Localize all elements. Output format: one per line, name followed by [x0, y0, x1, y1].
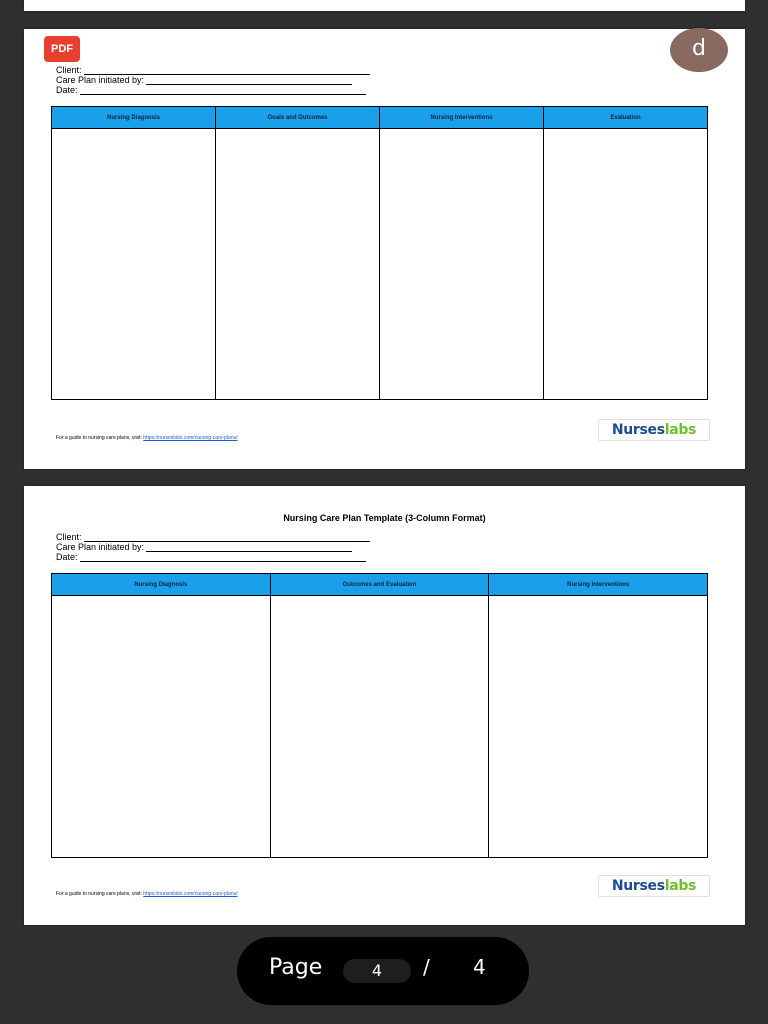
footer-link[interactable]: https://nurseslabs.com/nursing-care-plans/ — [143, 435, 238, 441]
footer-note — [56, 891, 238, 897]
table-cell — [380, 129, 544, 400]
client-field — [56, 532, 370, 542]
client-label: Client: — [56, 65, 82, 75]
nurseslabs-logo: Nurseslabs — [598, 875, 710, 897]
client-field — [56, 65, 370, 75]
table-cell — [52, 596, 271, 858]
date-label: Date: — [56, 85, 78, 95]
table-cell — [544, 129, 708, 400]
table-cell — [216, 129, 380, 400]
care-plan-meta — [56, 532, 370, 562]
initiated-by-field — [56, 75, 370, 85]
initiated-by-line — [146, 543, 352, 552]
page-title: Nursing Care Plan Template (3-Column Format) — [283, 513, 486, 523]
column-header-nursing-interventions: Nursing Interventions — [489, 574, 708, 596]
column-header-nursing-diagnosis: Nursing Diagnosis — [52, 107, 216, 129]
date-line — [80, 553, 366, 562]
footer-text: For a guide to nursing care plans, visit: — [56, 891, 142, 897]
client-line — [84, 66, 370, 75]
initiated-by-field — [56, 542, 370, 552]
pdf-icon[interactable]: PDF — [44, 36, 80, 62]
date-field — [56, 85, 370, 95]
date-line — [80, 86, 366, 95]
footer-text: For a guide to nursing care plans, visit: — [56, 435, 142, 441]
care-plan-meta — [56, 65, 370, 95]
initiated-by-line — [146, 76, 352, 85]
current-page-input[interactable]: 4 — [343, 959, 411, 983]
user-avatar[interactable]: d — [670, 28, 728, 72]
footer-link[interactable]: https://nurseslabs.com/nursing-care-plans/ — [143, 891, 238, 897]
care-plan-table-3col — [51, 573, 708, 858]
table-cell — [52, 129, 216, 400]
page-navigator — [237, 937, 529, 1005]
page-label: Page — [269, 955, 323, 980]
column-header-evaluation: Evaluation — [544, 107, 708, 129]
initiated-by-label: Care Plan initiated by: — [56, 75, 145, 85]
column-header-goals-outcomes: Goals and Outcomes — [216, 107, 380, 129]
initiated-by-label: Care Plan initiated by: — [56, 542, 145, 552]
date-label: Date: — [56, 552, 78, 562]
column-header-nursing-diagnosis: Nursing Diagnosis — [52, 574, 271, 596]
column-header-outcomes-evaluation: Outcomes and Evaluation — [270, 574, 489, 596]
date-field — [56, 552, 370, 562]
client-label: Client: — [56, 532, 82, 542]
care-plan-table-4col — [51, 106, 708, 400]
footer-note — [56, 435, 238, 441]
client-line — [84, 533, 370, 542]
column-header-nursing-interventions: Nursing Interventions — [380, 107, 544, 129]
nurseslabs-logo: Nurseslabs — [598, 419, 710, 441]
table-cell — [270, 596, 489, 858]
total-pages: 4 — [473, 955, 486, 979]
page-separator: / — [423, 955, 430, 979]
pdf-page-4 — [24, 486, 745, 925]
pdf-page-3 — [24, 29, 745, 469]
previous-page-edge — [24, 0, 745, 11]
table-cell — [489, 596, 708, 858]
